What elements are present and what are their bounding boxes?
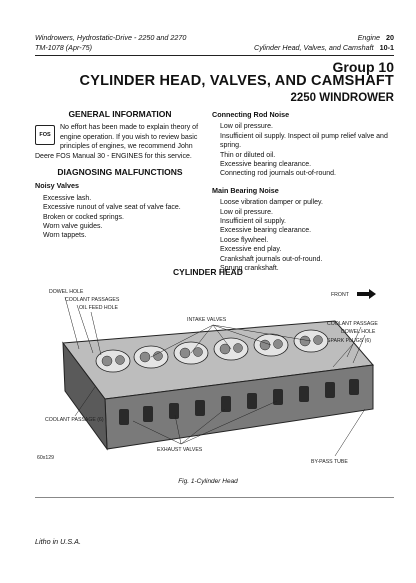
list-item: Excessive bearing clearance. [220, 227, 312, 235]
label-spark-plugs: SPARK PLUGS (6) [327, 338, 372, 344]
fos-icon-label: FOS [39, 131, 51, 138]
list-item: Loose vibration damper or pulley. [220, 199, 323, 207]
page-number: 10-1 [379, 43, 394, 52]
page-title: CYLINDER HEAD, VALVES, AND CAMSHAFT [79, 73, 394, 89]
left-column [35, 110, 205, 241]
cylinder-head-illustration [35, 281, 390, 476]
page-topic: Cylinder Head, Valves, and Camshaft [254, 43, 374, 52]
figure-section-title: CYLINDER HEAD [173, 267, 243, 277]
noisy-valves-heading: Noisy Valves [35, 181, 79, 191]
list-item: Worn tappets. [43, 232, 87, 240]
list-item: Excessive end play. [220, 246, 282, 254]
label-coolant-passage-right: COOLANT PASSAGE [327, 321, 378, 327]
main-bearing-noise-heading: Main Bearing Noise [212, 185, 279, 195]
noisy-valves-list [35, 194, 205, 241]
fos-manual-icon [35, 125, 55, 145]
connecting-rod-noise-heading: Connecting Rod Noise [212, 110, 290, 119]
list-item: Connecting rod journals out-of-round. [220, 170, 336, 178]
list-item: Sprung crankshaft. [220, 265, 279, 273]
section-number: 20 [386, 33, 394, 42]
section-name: Engine [357, 33, 380, 42]
connecting-rod-noise-list [212, 122, 390, 178]
general-information-text: No effort has been made to explain theory of engine operation. If you wish to review basic principles of engines, we recommend John Deere FOS Manual 30 - ENGINES for this service. [35, 124, 199, 160]
label-oil-feed-hole: OIL FEED HOLE [79, 305, 119, 311]
figure-caption: Fig. 1-Cylinder Head [178, 478, 238, 485]
manual-number: TM-1078 (Apr-75) [35, 43, 92, 52]
footer-litho: Litho in U.S.A. [35, 537, 81, 546]
label-coolant-passage-6: COOLANT PASSAGE (6) [45, 417, 104, 423]
running-header-left [35, 33, 186, 53]
group-label: Group 10 [332, 59, 394, 75]
label-by-pass-tube: BY-PASS TUBE [311, 459, 348, 465]
label-front: FRONT [331, 292, 349, 298]
label-exhaust-valves: EXHAUST VALVES [157, 447, 203, 453]
front-arrow-icon [357, 289, 376, 299]
figure-number: 60x129 [37, 455, 55, 461]
list-item: Excessive bearing clearance. [220, 161, 312, 169]
label-dowel-hole-left: DOWEL HOLE [49, 289, 84, 295]
header-divider [35, 55, 394, 56]
footer-divider [35, 497, 394, 498]
page-subtitle: 2250 WINDROWER [290, 92, 394, 104]
general-information-heading: GENERAL INFORMATION [68, 109, 172, 119]
diagnosing-heading: DIAGNOSING MALFUNCTIONS [57, 167, 183, 178]
list-item: Low oil pressure. [220, 208, 273, 216]
list-item: Thin or diluted oil. [220, 151, 276, 159]
running-header-right [254, 33, 394, 53]
manual-title: Windrowers, Hydrostatic-Drive - 2250 and 2270 [35, 33, 187, 42]
list-item: Crankshaft journals out-of-round. [220, 255, 323, 263]
main-bearing-noise-list [212, 198, 390, 273]
label-intake-valves: INTAKE VALVES [187, 317, 227, 323]
list-item: Loose flywheel. [220, 236, 269, 244]
list-item: Excessive runout of valve seat of valve face. [43, 204, 181, 212]
label-coolant-passages: COOLANT PASSAGES [65, 297, 120, 303]
list-item: Low oil pressure. [220, 123, 273, 131]
list-item: Insufficient oil supply. [220, 218, 286, 226]
right-column [212, 110, 390, 274]
list-item: Broken or cocked springs. [43, 213, 124, 221]
label-dowel-hole-right: DOWEL HOLE [341, 329, 376, 335]
list-item: Excessive lash. [43, 194, 92, 202]
list-item: Worn valve guides. [43, 223, 103, 231]
list-item: Insufficient oil supply. Inspect oil pump relief valve and spring. [220, 132, 388, 150]
general-information-text-block [35, 123, 205, 161]
